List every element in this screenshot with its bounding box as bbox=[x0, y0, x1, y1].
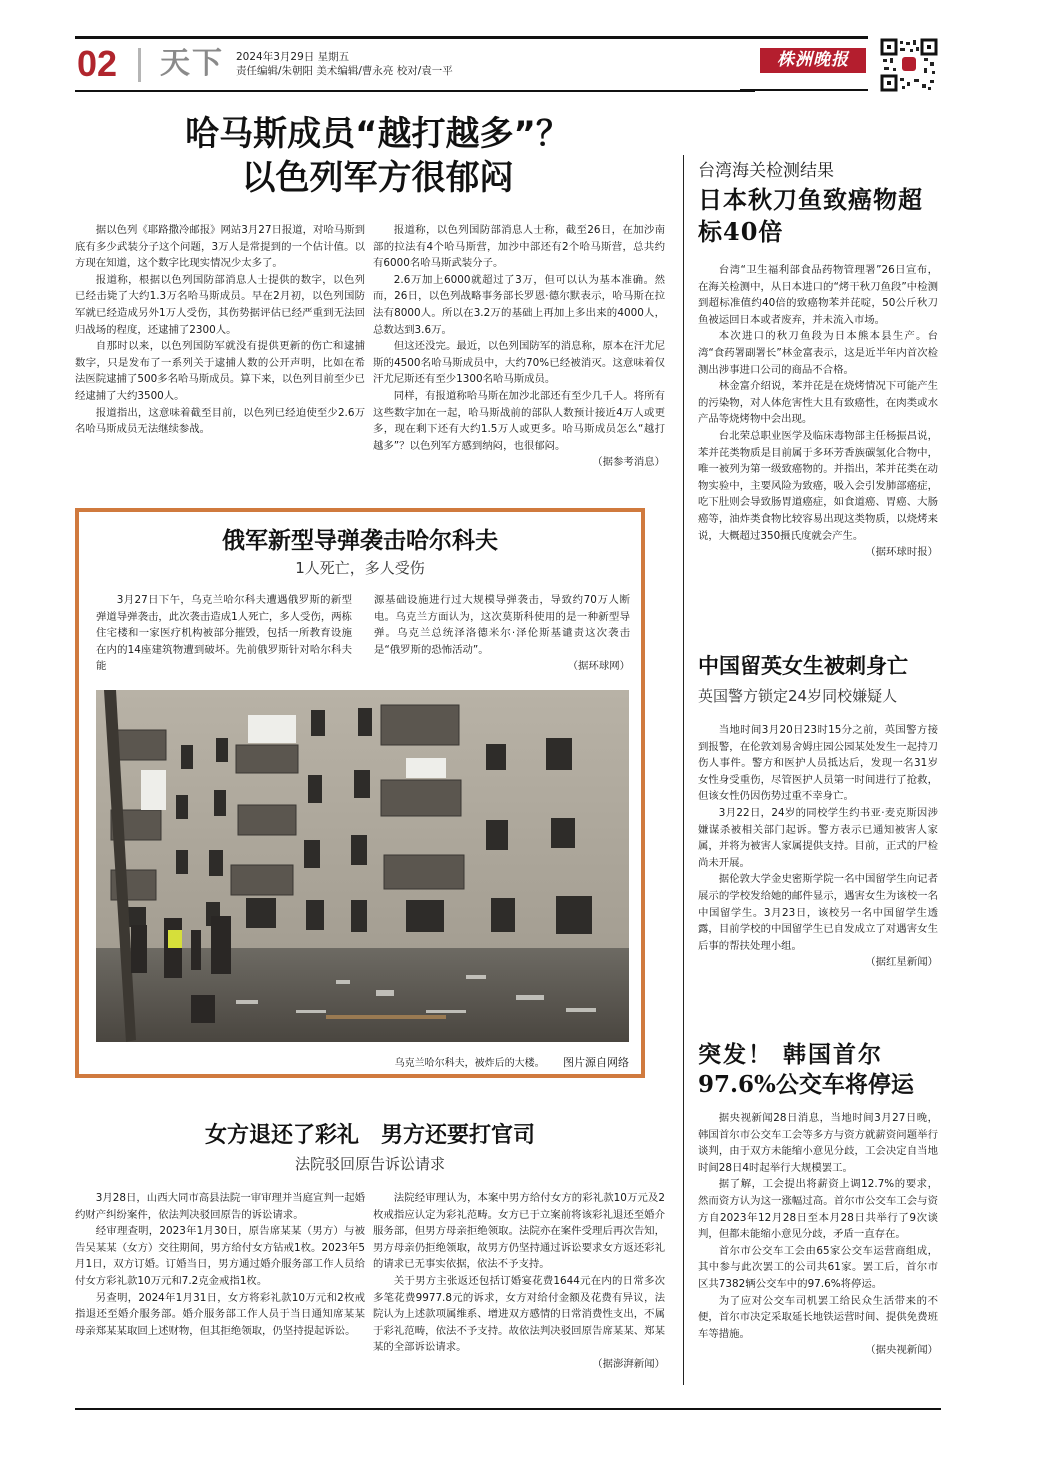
uk-title: 中国留英女生被刺身亡 bbox=[698, 653, 908, 678]
paragraph: 本次进口的秋刀鱼段为日本熊本县生产。台湾“食药署副署长”林金富表示，这是近半年内首次检测出涉事进口公司的商品不合格。 bbox=[698, 330, 938, 376]
paragraph: 当地时间3月20日23时15分之前，英国警方接到报警，在伦敦刘易舍姆庄园公园某处发生一起持刀伤人事件。警方和医护人员抵达后，发现一名31岁女性身受重伤，尽管医护人员第一时间进行了抢救，但该女性仍因伤势过重不幸身亡。 bbox=[698, 724, 938, 803]
hamas-headline bbox=[75, 112, 680, 200]
column-divider bbox=[683, 155, 684, 1385]
betrothal-subtitle: 法院驳回原告诉讼请求 bbox=[294, 1155, 445, 1173]
source-credit: （据央视新闻） bbox=[865, 1344, 938, 1357]
paragraph: 报道称，以色列国防部消息人士称，截至26日，在加沙南部的拉法有4个哈马斯营，加沙中部还有2个哈马斯营，总共约有6000名哈马斯武装分子。 bbox=[373, 224, 665, 270]
uk-body bbox=[698, 722, 938, 971]
paragraph: 为了应对公交车司机罢工给民众生活带来的不便，首尔市决定采取延长地铁运营时间、提供免费班车等措施。 bbox=[698, 1294, 938, 1340]
paragraph: 据央视新闻28日消息，当地时间3月27日晚，韩国首尔市公交车工会等多方与资方就薪资问题举行谈判，由于双方未能缩小意见分歧，工会决定自当地时间28日4时起举行大规模罢工。 bbox=[698, 1112, 938, 1174]
korea-title-line1: 突发！ 韩国首尔 bbox=[698, 1041, 884, 1068]
saury-kicker: 台湾海关检测结果 bbox=[698, 161, 834, 181]
russia-subtitle: 1人死亡，多人受伤 bbox=[295, 559, 425, 577]
source-credit: （据环球时报） bbox=[865, 546, 938, 559]
russia-col1 bbox=[96, 592, 352, 675]
paragraph: 关于男方主张返还包括订婚宴花费1644元在内的日常多次多笔花费9977.8元的诉求，女方对给付金额及花费有异议，法院认为上述款项属维系、增进双方感情的日常消费性支出，不属于彩礼范畴，依法不予支持。故依法判决驳回原告席某某、郑某某的全部诉讼请求。 bbox=[373, 1274, 665, 1354]
saury-body bbox=[698, 262, 938, 561]
paragraph: 林金富介绍说，苯并芘是在烧烤情况下可能产生的污染物，对人体危害性大且有致癌性，在肉类或水产品等烧烤物中会出现。 bbox=[698, 380, 938, 426]
hamas-title-line2: 以色列军方很郁闷 bbox=[241, 158, 514, 198]
photo-caption-line bbox=[96, 1054, 629, 1070]
betrothal-col1 bbox=[75, 1190, 365, 1339]
korea-body bbox=[698, 1110, 938, 1359]
paragraph: 经审理查明，2023年1月30日，原告席某某（男方）与被告吴某某（女方）交往期间，男方给付女方钻戒1枚。2023年5月1日，双方订婚。订婚当日，男方通过婚介服务部工作人员给付女方彩礼款10万元和7.2克金戒指1枚。 bbox=[75, 1225, 365, 1287]
paragraph: 另查明，2024年1月31日，女方将彩礼款10万元和2枚戒指退还至婚介服务部。婚介服务部工作人员于当日通知席某某母亲郑某某取回上述财物，但其拒绝领取，仍坚持提起诉讼。 bbox=[75, 1291, 365, 1337]
section-title: 天下 bbox=[160, 46, 224, 81]
betrothal-col2 bbox=[373, 1190, 665, 1373]
paragraph: 源基础设施进行过大规模导弹袭击，导致约70万人断电。乌克兰方面认为，这次莫斯科使用的是一种新型导弹。乌克兰总统泽洛德米尔·泽伦斯基谴责这次袭击是“俄罗斯的恐怖活动”。 bbox=[374, 594, 630, 656]
header-meta bbox=[236, 50, 453, 78]
source-credit: （据红星新闻） bbox=[865, 956, 938, 969]
paragraph: 台湾“卫生福利部食品药物管理署”26日宣布，在海关检测中，从日本进口的“烤干秋刀鱼段”中检测到超标准值约40倍的致癌物苯并芘啶，50公斤秋刀鱼被运回日本或者废弃，并未流入市场。 bbox=[698, 264, 938, 326]
logo-top-rule bbox=[740, 36, 868, 39]
paragraph: 据以色列《耶路撒冷邮报》网站3月27日报道，对哈马斯到底有多少武装分子这个问题，3万人是常提到的一个估计值。以方现在知道，这个数字比现实情况少太多了。 bbox=[75, 224, 366, 270]
paragraph: 3月22日，24岁的同校学生约书亚·麦克斯因涉嫌谋杀被相关部门起诉。警方表示已通知被害人家属，并将为被害人家属提供支持。目前，正式的尸检尚未开展。 bbox=[698, 806, 938, 869]
paragraph: 台北荣总职业医学及临床毒物部主任杨振昌说，苯并芘类物质是目前属于多环芳香族碳氢化合物中，唯一被列为第一级致癌物的。并指出，苯并芘类在动物实验中，主要风险为致癌，吸入会引发肺部癌症，吃下肚则会导致肠胃道癌症，如食道癌、胃癌、大肠癌等，油炸类食物比较容易出现这类物质，以烧烤来说，大概超过350摄氏度就会产生。 bbox=[698, 429, 938, 542]
paragraph: 报道称，根据以色列国防部消息人士提供的数字，以色列已经击毙了大约1.3万名哈马斯成员。早在2月初，以色列国防军就已经造成另外1万人受伤，其伤势据评估已经严重到无法回归战场的程度，还逮捕了2300人。 bbox=[75, 273, 365, 336]
paragraph: 但这还没完。最近，以色列国防军的消息称，原本在汗尤尼斯的4500名哈马斯成员中，大约70%已经被消灭。这意味着仅汗尤尼斯还有至少1300名哈马斯成员。 bbox=[373, 340, 665, 386]
photo-credit: 图片源自网络 bbox=[563, 1056, 629, 1069]
source-credit: （据环球网） bbox=[567, 660, 630, 673]
newspaper-logo: 株洲晚报 bbox=[760, 48, 866, 73]
source-credit: （据参考消息） bbox=[592, 456, 665, 469]
korea-title-line2: 97.6%公交车将停运 bbox=[698, 1071, 914, 1098]
editors-line: 责任编辑/朱朝阳 美术编辑/曹永亮 校对/袁一平 bbox=[236, 65, 453, 77]
photo-caption: 乌克兰哈尔科夫，被炸后的大楼。 bbox=[394, 1058, 545, 1069]
hamas-title-line1: 哈马斯成员“越打越多”？ bbox=[185, 114, 570, 154]
hamas-col2 bbox=[373, 222, 665, 471]
date-line: 2024年3月29日 星期五 bbox=[236, 51, 350, 63]
russia-title: 俄军新型导弹袭击哈尔科夫 bbox=[222, 527, 498, 554]
paragraph: 2.6万加上6000就超过了3万，但可以认为基本准确。然而，26日，以色列战略事务部长罗恩·德尔默表示，哈马斯在拉法有8000人。所以在3.2万的基础上再加上多出来的4000人，总数达到3.6万。 bbox=[373, 273, 665, 336]
betrothal-title: 女方退还了彩礼 男方还要打官司 bbox=[204, 1122, 535, 1148]
paragraph: 同样，有报道称哈马斯在加沙北部还有至少几千人。将所有这些数字加在一起，哈马斯战前的部队人数预计接近4万人或更多，现在剩下还有大约1.5万人或更多。哈马斯成员怎么“越打越多”？以色列军方感到纳闷，也很郁闷。 bbox=[373, 389, 665, 452]
hamas-col1 bbox=[75, 222, 365, 438]
paragraph: 3月28日，山西大同市高县法院一审审理并当庭宣判一起婚约财产纠纷案件，依法判决驳回原告的诉讼请求。 bbox=[75, 1192, 366, 1221]
paragraph: 法院经审理认为，本案中男方给付女方的彩礼款10万元及2枚戒指应认定为彩礼范畴。女方已于立案前将该彩礼退还至婚介服务部，但男方母亲拒绝领取。法院亦在案件受理后再次告知，男方母亲仍拒绝领取，故男方仍坚持通过诉讼要求女方返还彩礼的请求已无事实依据，依法不予支持。 bbox=[373, 1192, 665, 1271]
logo-bottom-rule bbox=[740, 89, 868, 91]
header-top-rule bbox=[75, 36, 755, 39]
header-bottom-rule bbox=[75, 90, 755, 92]
paragraph: 自那时以来，以色列国防军就没有提供更新的伤亡和逮捕数字，只是发布了一系列关于逮捕人数的公开声明，比如在希法医院逮捕了500多名哈马斯成员。算下来，以色列目前至少已经逮捕了大约3500人。 bbox=[75, 340, 365, 402]
paragraph: 首尔市公交车工会由65家公交车运营商组成，其中参与此次罢工的公司共61家。罢工后，首尔市区共7382辆公交车中的97.6%将停运。 bbox=[698, 1244, 938, 1290]
saury-title: 日本秋刀鱼致癌物超标40倍 bbox=[698, 185, 923, 246]
uk-subtitle: 英国警方锁定24岁同校嫌疑人 bbox=[698, 687, 898, 705]
paragraph: 据了解，工会提出将薪资上调12.7%的要求，然而资方认为这一涨幅过高。首尔市公交车工会与资方自2023年12月28日至本月28日共举行了9次谈判，但都未能缩小意见分歧，矛盾一直存在。 bbox=[698, 1178, 938, 1241]
korea-title bbox=[698, 1040, 943, 1100]
russia-col2 bbox=[374, 592, 630, 675]
source-credit: （据澎湃新闻） bbox=[592, 1357, 665, 1370]
damaged-building-photo bbox=[96, 690, 629, 1042]
paragraph: 3月27日下午，乌克兰哈尔科夫遭遇俄罗斯的新型弹道导弹袭击，此次袭击造成1人死亡，多人受伤，两栋住宅楼和一家医疗机构被部分摧毁，包括一所教育设施在内的14座建筑物遭到破坏。先前俄罗斯针对哈尔科夫能 bbox=[96, 594, 352, 673]
footer-rule bbox=[75, 1408, 941, 1410]
header-divider bbox=[138, 48, 141, 82]
paragraph: 据伦敦大学金史密斯学院一名中国留学生向记者展示的学校发给她的邮件显示，遇害女生为该校一名中国留学生。3月23日，该校另一名中国留学生透露，目前学校的中国留学生已自发成立了对遇害女生后事的帮扶处理小组。 bbox=[698, 873, 938, 952]
qr-code-icon bbox=[880, 38, 938, 92]
page-number: 02 bbox=[77, 43, 118, 84]
paragraph: 报道指出，这意味着截至目前，以色列已经迫使至少2.6万名哈马斯成员无法继续参战。 bbox=[75, 406, 365, 436]
